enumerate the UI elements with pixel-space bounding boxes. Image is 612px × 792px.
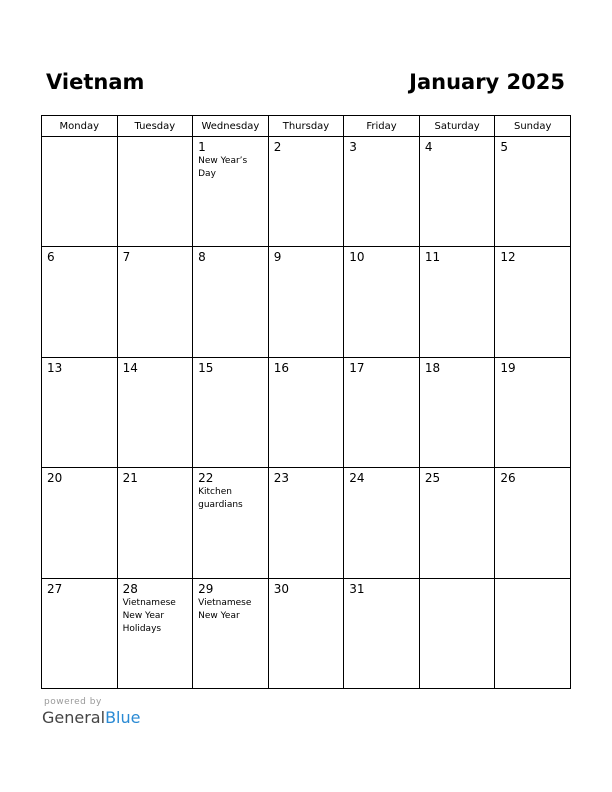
day-cell (117, 357, 193, 467)
day-cell (268, 247, 344, 357)
day-cell-content (420, 137, 495, 154)
holiday-label: Kitchen guardians (198, 487, 243, 511)
week-row (42, 137, 571, 247)
day-cell-content (269, 468, 344, 485)
day-cell (419, 468, 495, 578)
day-cell-content (42, 358, 117, 375)
week-row (42, 357, 571, 467)
day-cell (117, 468, 193, 578)
day-number: 1 (198, 140, 206, 154)
day-cell-content (269, 579, 344, 596)
day-cell (42, 357, 118, 467)
day-cell-content (344, 579, 419, 596)
day-cell-content (344, 247, 419, 264)
day-number: 6 (47, 250, 55, 265)
day-cell (42, 468, 118, 578)
day-cell-content (42, 137, 117, 140)
day-cell (268, 137, 344, 247)
day-number: 23 (273, 471, 289, 486)
generalblue-logo (42, 708, 140, 727)
week-row (42, 247, 571, 357)
holiday-label: Vietnamese New Year (198, 597, 252, 621)
day-number: 22 (198, 471, 214, 486)
day-cell (268, 468, 344, 578)
day-cell-content (118, 468, 193, 485)
day-number: 25 (424, 471, 441, 486)
day-cell (117, 578, 193, 688)
day-cell (42, 578, 118, 688)
day-number: 21 (122, 471, 138, 486)
calendar-body (42, 137, 571, 689)
day-number: 3 (349, 140, 357, 154)
day-number: 27 (47, 581, 63, 596)
day-number: 19 (500, 360, 516, 375)
day-cell-content (495, 468, 570, 485)
day-cell-content (344, 468, 419, 485)
day-number: 15 (198, 360, 214, 375)
day-cell-content (193, 579, 268, 623)
holiday-label: Vietnamese New Year Holidays (122, 597, 176, 634)
day-cell-content (420, 247, 495, 264)
day-cell-content (344, 137, 419, 154)
day-cell (495, 137, 571, 247)
day-cell (419, 247, 495, 357)
day-cell-content (269, 137, 344, 154)
day-number: 29 (198, 581, 214, 596)
day-number: 16 (273, 360, 289, 375)
day-cell-content (344, 358, 419, 375)
day-cell-content (42, 247, 117, 264)
day-cell (495, 357, 571, 467)
country-title: Vietnam (46, 70, 145, 94)
weekday-header-wednesday: Wednesday (193, 116, 269, 137)
day-cell (419, 137, 495, 247)
day-cell (344, 357, 420, 467)
day-cell (495, 578, 571, 688)
day-cell-content (193, 358, 268, 375)
day-number: 26 (500, 471, 516, 486)
day-cell (117, 137, 193, 247)
day-cell (419, 357, 495, 467)
day-number: 8 (198, 250, 206, 265)
logo-general-text: General (42, 708, 106, 727)
day-cell-content (269, 247, 344, 264)
day-number: 7 (122, 250, 131, 265)
week-row (42, 578, 571, 688)
day-number: 5 (500, 140, 509, 154)
day-cell-content (420, 358, 495, 375)
day-cell (344, 137, 420, 247)
holiday-label: New Year’s Day (198, 156, 248, 179)
day-cell (193, 578, 269, 688)
day-number: 4 (424, 140, 433, 154)
week-row (42, 468, 571, 578)
day-cell-content (495, 358, 570, 375)
weekday-header-saturday: Saturday (419, 116, 495, 137)
day-number: 12 (500, 250, 516, 265)
day-cell (419, 578, 495, 688)
weekday-header-monday: Monday (42, 116, 118, 137)
logo-blue-text: Blue (105, 708, 141, 727)
day-cell-content (193, 468, 268, 512)
day-cell-content (42, 579, 117, 596)
day-cell-content (495, 137, 570, 154)
day-cell-content (420, 579, 495, 582)
weekday-header-row (42, 116, 571, 137)
day-cell (117, 247, 193, 357)
day-cell (344, 247, 420, 357)
day-number: 30 (273, 581, 289, 596)
weekday-header-thursday: Thursday (268, 116, 344, 137)
day-number: 18 (424, 360, 441, 375)
day-cell (193, 137, 269, 247)
day-cell (193, 247, 269, 357)
day-number: 13 (47, 360, 63, 375)
day-cell-content (420, 468, 495, 485)
day-number: 10 (349, 250, 365, 265)
day-cell-content (118, 137, 193, 140)
day-number: 9 (273, 250, 282, 265)
day-cell (42, 137, 118, 247)
day-number: 31 (349, 581, 365, 596)
day-cell-content (495, 247, 570, 264)
weekday-header-tuesday: Tuesday (117, 116, 193, 137)
day-cell (193, 468, 269, 578)
day-cell (495, 247, 571, 357)
day-number: 14 (122, 360, 138, 375)
calendar-grid (41, 115, 571, 689)
weekday-header-sunday: Sunday (495, 116, 571, 137)
powered-by-text: powered by (44, 697, 102, 707)
day-cell (193, 357, 269, 467)
weekday-header-friday: Friday (344, 116, 420, 137)
day-number: 20 (47, 471, 63, 486)
day-number: 24 (349, 471, 365, 486)
day-cell-content (118, 247, 193, 264)
day-cell (42, 247, 118, 357)
day-cell (344, 468, 420, 578)
day-number: 2 (273, 140, 282, 154)
day-cell-content (193, 137, 268, 181)
day-cell-content (42, 468, 117, 485)
day-cell (268, 578, 344, 688)
day-cell-content (495, 579, 570, 582)
day-number: 17 (349, 360, 365, 375)
month-year-title: January 2025 (409, 70, 565, 94)
day-number: 11 (424, 250, 441, 265)
day-cell-content (118, 358, 193, 375)
day-cell-content (269, 358, 344, 375)
day-cell-content (118, 579, 193, 636)
day-cell (268, 357, 344, 467)
day-cell-content (193, 247, 268, 264)
day-cell (495, 468, 571, 578)
day-cell (344, 578, 420, 688)
day-number: 28 (122, 581, 138, 596)
